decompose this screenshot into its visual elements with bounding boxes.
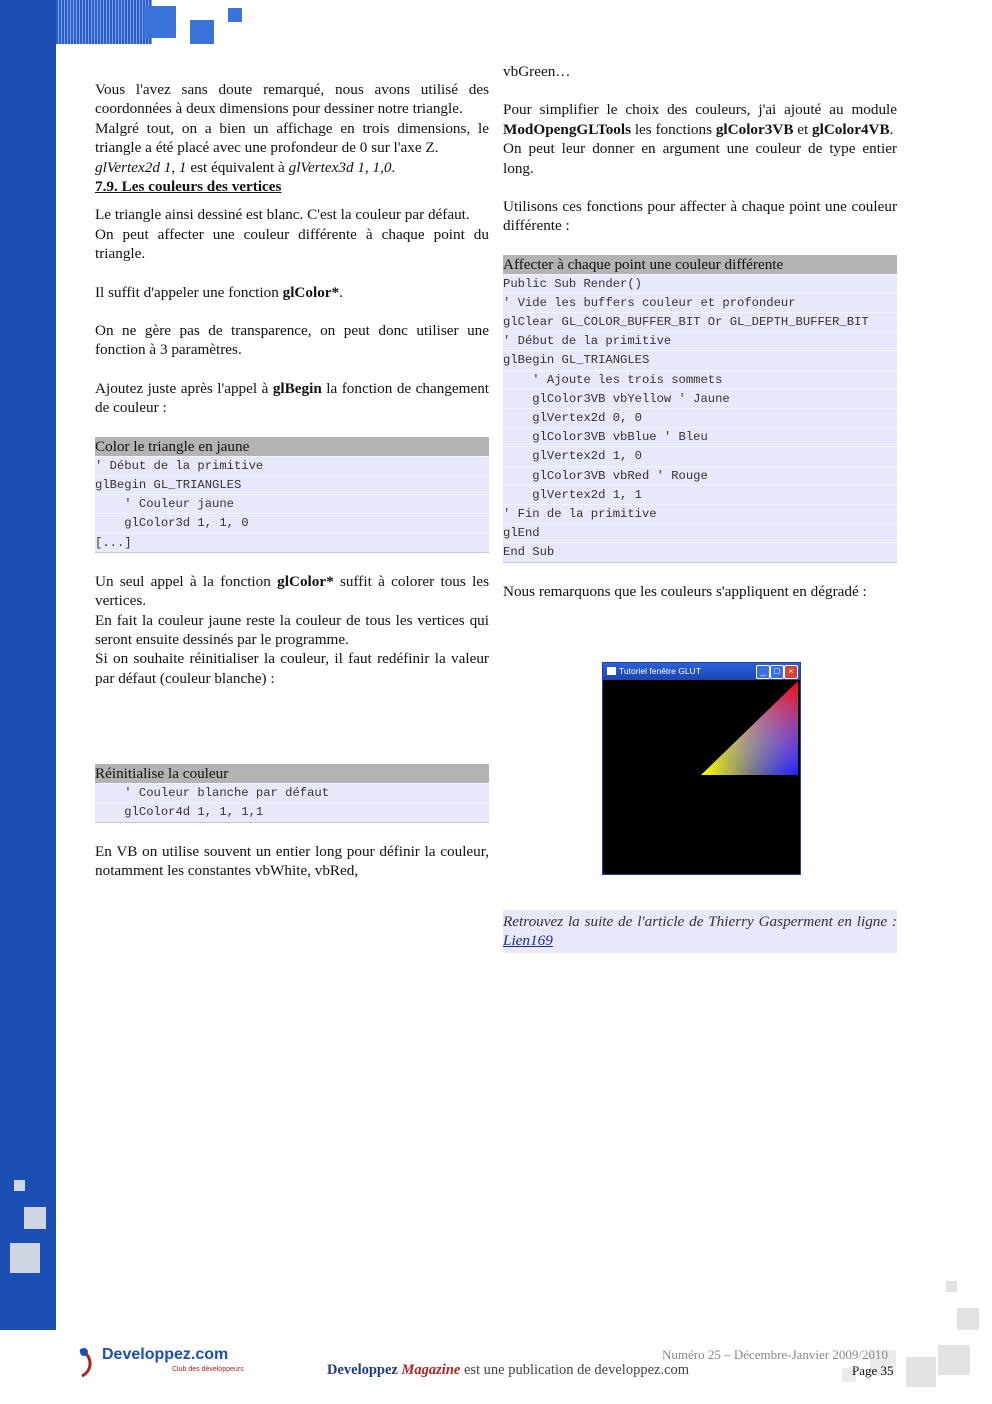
sidebar-square bbox=[24, 1207, 46, 1229]
glut-window-screenshot bbox=[602, 662, 801, 875]
paragraph: En VB on utilise souvent un entier long pour définir la couleur, notamment les constantes vbWhite, vbRed, bbox=[95, 842, 489, 879]
code-ref: glColor4VB bbox=[812, 120, 890, 138]
code-line: End Sub bbox=[503, 542, 897, 561]
code-line: glBegin GL_TRIANGLES bbox=[95, 475, 489, 494]
paragraph bbox=[95, 283, 489, 302]
paragraph: On peut leur donner en argument une couleur de type entier long. bbox=[503, 140, 897, 177]
text: Il suffit d'appeler une fonction bbox=[95, 283, 283, 301]
paragraph bbox=[95, 572, 489, 611]
text: et bbox=[793, 120, 813, 138]
developpez-logo-icon bbox=[76, 1346, 98, 1378]
code-ref: glVertex2d 1, 1 bbox=[95, 158, 187, 176]
paragraph: En fait la couleur jaune reste la couleur de tous les vertices qui seront ensuite dessinés par le programme. bbox=[95, 611, 489, 648]
paragraph bbox=[95, 158, 489, 177]
code-line: glEnd bbox=[503, 523, 897, 542]
corner-square bbox=[906, 1357, 936, 1387]
window-titlebar bbox=[603, 663, 800, 680]
text: suffit à colorer tous les vertices. bbox=[95, 572, 490, 610]
code-ref: glBegin bbox=[272, 379, 322, 397]
header-square bbox=[190, 20, 214, 44]
paragraph bbox=[95, 379, 489, 418]
code-block-title: Réinitialise la couleur bbox=[95, 764, 489, 783]
code-line: [...] bbox=[95, 533, 489, 552]
code-line: glBegin GL_TRIANGLES bbox=[503, 350, 897, 369]
code-ref: ModOpengGLTools bbox=[503, 120, 632, 138]
text: est une publication de developpez.com bbox=[460, 1362, 690, 1378]
code-line: glVertex2d 1, 1 bbox=[503, 485, 897, 504]
text: la fonction de changement de couleur : bbox=[95, 379, 490, 417]
code-line: glClear GL_COLOR_BUFFER_BIT Or GL_DEPTH_BUFFER_BIT bbox=[503, 312, 897, 331]
sidebar-square bbox=[10, 1243, 40, 1273]
triangle-red-overlay bbox=[701, 681, 798, 775]
brand-name-magazine: Magazine bbox=[401, 1362, 461, 1378]
article-link-note bbox=[503, 910, 897, 953]
paragraph: Vous l'avez sans doute remarqué, nous avons utilisé des coordonnées à deux dimensions pour dessiner notre triangle. bbox=[95, 81, 489, 118]
code-line: ' Couleur blanche par défaut bbox=[95, 783, 489, 802]
code-ref: glColor* bbox=[282, 283, 340, 301]
code-ref: glColor3VB bbox=[715, 120, 794, 138]
code-block bbox=[95, 437, 489, 553]
close-icon: × bbox=[784, 665, 798, 679]
magazine-credit bbox=[327, 1362, 689, 1379]
text: est équivalent à bbox=[186, 158, 289, 176]
paragraph: Utilisons ces fonctions pour affecter à chaque point une couleur différente : bbox=[503, 198, 897, 235]
header-square bbox=[144, 6, 176, 38]
header-stripe bbox=[56, 0, 152, 44]
paragraph: Si on souhaite réinitialiser la couleur, il faut redéfinir la valeur par défaut (couleur blanche) : bbox=[95, 650, 489, 687]
code-block bbox=[95, 764, 489, 822]
code-line: ' Ajoute les trois sommets bbox=[503, 370, 897, 389]
logo-subtitle: Club des développeurs bbox=[172, 1366, 244, 1373]
code-block-title: Color le triangle en jaune bbox=[95, 437, 489, 456]
logo-text: Developpez.com bbox=[102, 1346, 229, 1363]
issue-number: Numéro 25 – Décembre-Janvier 2009/2010 bbox=[662, 1347, 888, 1362]
gradient-triangle-render bbox=[603, 680, 800, 874]
code-ref: glColor* bbox=[277, 572, 334, 590]
code-line: glColor3d 1, 1, 0 bbox=[95, 513, 489, 532]
code-line: Public Sub Render() bbox=[503, 274, 897, 293]
paragraph: Nous remarquons que les couleurs s'appliquent en dégradé : bbox=[503, 582, 867, 600]
paragraph: vbGreen… bbox=[503, 63, 571, 80]
brand-name: Developpez bbox=[327, 1362, 398, 1378]
corner-square bbox=[946, 1281, 957, 1292]
text: . bbox=[339, 283, 343, 301]
paragraph: On ne gère pas de transparence, on peut donc utiliser une fonction à 3 paramètres. bbox=[95, 322, 489, 359]
code-line: ' Début de la primitive bbox=[95, 456, 489, 475]
sidebar-square bbox=[14, 1180, 25, 1191]
code-line: ' Fin de la primitive bbox=[503, 504, 897, 523]
corner-square bbox=[957, 1308, 979, 1330]
text: Pour simplifier le choix des couleurs, j'ai ajouté au module bbox=[503, 101, 897, 119]
text: Retrouvez la suite de l'article de Thierry Gasperment en ligne : bbox=[503, 913, 897, 930]
window-title: Tutoriel fenêtre GLUT bbox=[619, 666, 701, 676]
maximize-icon: □ bbox=[770, 665, 784, 679]
paragraph: Malgré tout, on a bien un affichage en trois dimensions, le triangle a été placé avec une profondeur de 0 sur l'axe Z. bbox=[95, 119, 489, 157]
code-line: glVertex2d 1, 0 bbox=[503, 446, 897, 465]
text: . bbox=[391, 158, 396, 176]
code-block bbox=[503, 255, 897, 563]
section-heading: 7.9. Les couleurs des vertices bbox=[95, 178, 282, 196]
corner-square bbox=[938, 1345, 970, 1375]
left-column bbox=[95, 80, 489, 880]
text: Ajoutez juste après l'appel à bbox=[95, 379, 273, 397]
right-column bbox=[503, 62, 897, 601]
code-line: ' Couleur jaune bbox=[95, 494, 489, 513]
code-block-title: Affecter à chaque point une couleur différente bbox=[503, 255, 897, 274]
text: Un seul appel à la fonction bbox=[95, 572, 278, 590]
right-column-bottom bbox=[503, 910, 897, 953]
minimize-icon: _ bbox=[756, 665, 770, 679]
paragraph bbox=[503, 100, 897, 139]
code-ref: glVertex3d 1, 1,0 bbox=[288, 158, 392, 176]
paragraph: Le triangle ainsi dessiné est blanc. C'est la couleur par défaut. bbox=[95, 206, 470, 224]
window-app-icon bbox=[607, 667, 616, 675]
footer-logo bbox=[76, 1346, 246, 1380]
code-line: ' Début de la primitive bbox=[503, 331, 897, 350]
text: les fonctions bbox=[631, 120, 716, 138]
code-line: glColor4d 1, 1, 1,1 bbox=[95, 802, 489, 821]
page-sidebar bbox=[0, 0, 56, 1330]
header-square bbox=[228, 8, 242, 22]
page-number: Page 35 bbox=[852, 1363, 894, 1378]
article-link[interactable]: Lien169 bbox=[503, 932, 553, 950]
code-line: glColor3VB vbRed ' Rouge bbox=[503, 466, 897, 485]
code-line: glColor3VB vbYellow ' Jaune bbox=[503, 389, 897, 408]
code-line: glColor3VB vbBlue ' Bleu bbox=[503, 427, 897, 446]
code-line: ' Vide les buffers couleur et profondeur bbox=[503, 293, 897, 312]
text: . bbox=[889, 120, 894, 138]
paragraph: On peut affecter une couleur différente à chaque point du triangle. bbox=[95, 225, 489, 263]
code-line: glVertex2d 0, 0 bbox=[503, 408, 897, 427]
